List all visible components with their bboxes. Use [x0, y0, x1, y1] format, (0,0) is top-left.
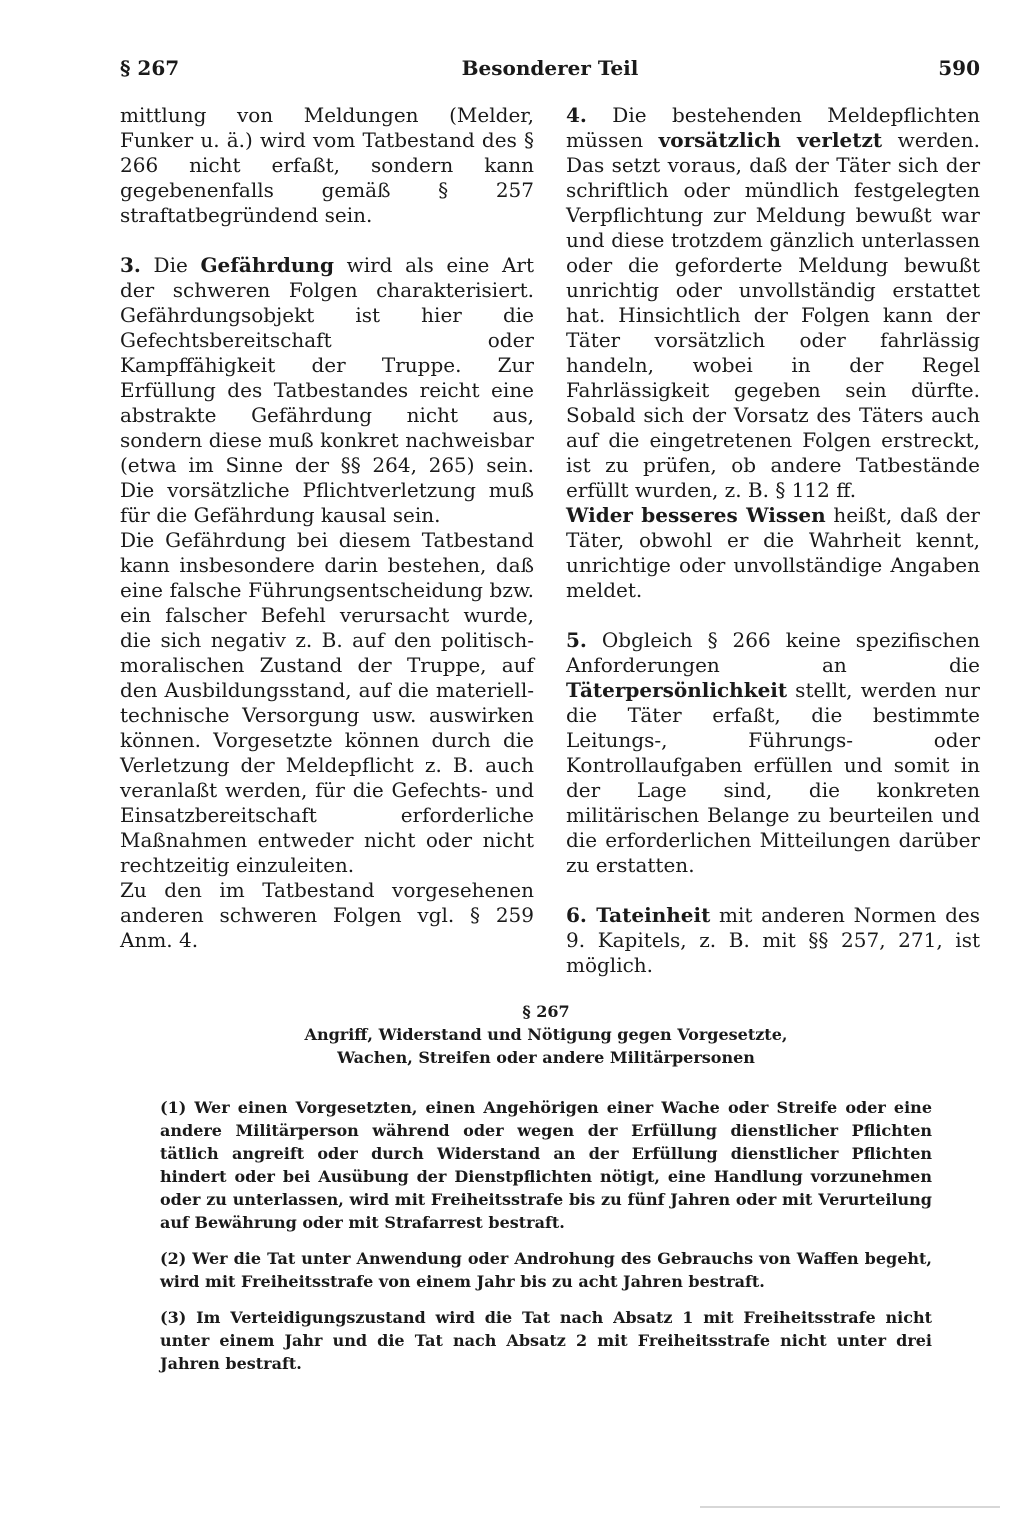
paragraph-6: [566, 903, 980, 978]
paragraph-3c: Zu den im Tatbestand vorgesehenen anderen schweren Folgen vgl. § 259 Anm. 4.: [120, 878, 534, 952]
paragraph-text: heißt, daß der Täter, obwohl er die Wahrheit kennt, unrichtige oder unvollständige Angaben meldet.: [566, 503, 980, 602]
paragraph-number: 3.: [120, 253, 141, 277]
paragraph-text: Die: [140, 253, 201, 277]
left-column: [120, 103, 534, 953]
paragraph-text: wird als eine Art der schweren Folgen charakterisiert. Gefährdungsobjekt ist hier die Gefechtsbereitschaft oder Kampffähigkeit der Truppe. Zur Erfüllung des Tatbestandes reicht eine abstrakte Gefährdung nicht aus, sondern diese muß konkret nachweisbar (etwa im Sinne der §§ 264, 265) sein. Die vorsätzliche Pflichtverletzung muß für die Gefährdung kausal sein.: [120, 253, 534, 527]
paragraph-number: 5.: [566, 628, 587, 652]
paragraph-4: [566, 103, 980, 503]
paragraph-4b: [566, 503, 980, 603]
paragraph-text: stellt, werden nur die Täter erfaßt, die bestimmte Leitungs-, Führungs- oder Kontrollaufgaben erfüllen und somit in der Lage sind, die konkreten militärischen Belange zu beurteilen und die erforderlichen Mitteilungen darüber zu erstatten.: [566, 678, 980, 877]
page-number: 590: [938, 56, 980, 80]
statute-paragraph-2: (2) Wer die Tat unter Anwendung oder Androhung des Gebrauchs von Waffen begeht, wird mit Freiheitsstrafe von einem Jahr bis zu acht Jahren bestraft.: [160, 1249, 932, 1291]
paragraph-text: werden. Das setzt voraus, daß der Täter sich der schriftlich oder mündlich festgelegten Verpflichtung zur Meldung bewußt war und diese trotzdem gänzlich unterlassen oder die geforderte Meldung bewußt unrichtig oder unvollständig erstattet hat. Hinsichtlich der Folgen kann der Täter vorsätzlich oder fahrlässig handeln, wobei in der Regel Fahrlässigkeit gegeben sein dürfte. Sobald sich der Vorsatz des Täters auch auf die eingetretenen Folgen erstreckt, ist zu prüfen, ob andere Tatbestände erfüllt wurden, z. B. § 112 ff.: [566, 128, 980, 502]
paragraph-number: 4.: [566, 103, 587, 127]
running-header: [120, 56, 980, 86]
emphasis-term: Tateinheit: [586, 903, 711, 927]
scan-noise: [700, 1506, 1000, 1508]
statute-paragraph-1: (1) Wer einen Vorgesetzten, einen Angehörigen einer Wache oder Streife oder eine andere Militärperson während oder wegen der Erfüllung dienstlicher Pflichten tätlich angreift oder durch Widerstand an der Erfüllung dienstlicher Pflichten hindert oder bei Ausübung der Dienstpflichten nötigt, eine Handlung vorzunehmen oder zu unterlassen, wird mit Freiheitsstrafe bis zu fünf Jahren oder mit Verurteilung auf Bewährung oder mit Strafarrest bestraft.: [160, 1098, 932, 1232]
emphasis-term: Gefährdung: [200, 253, 334, 277]
paragraph-3b: Die Gefährdung bei diesem Tatbestand kann insbesondere darin bestehen, daß eine falsche Führungsentscheidung bzw. ein falscher Befehl verursacht wurde, die sich negativ z. B. auf den politisch-moralischen Zustand der Truppe, auf den Ausbildungsstand, auf die materiell-technische Versorgung usw. auswirken können. Vorgesetzte können durch die Verletzung der Meldepflicht z. B. auch veranlaßt werden, für die Gefechts- und Einsatzbereitschaft erforderliche Maßnahmen entweder nicht oder nicht rechtzeitig einzuleiten.: [120, 528, 534, 877]
statute-267: [160, 1000, 932, 1375]
emphasis-term: Wider besseres Wissen: [566, 503, 826, 527]
right-column: [566, 103, 980, 978]
paragraph-number: 6.: [566, 903, 587, 927]
paragraph-continuation: mittlung von Meldungen (Melder, Funker u. ä.) wird vom Tatbestand des § 266 nicht erfaßt, sondern kann gegebenenfalls gemäß § 257 straftatbegründend sein.: [120, 103, 534, 227]
header-section: § 267: [120, 56, 180, 80]
emphasis-term: Täterpersönlichkeit: [566, 678, 788, 702]
header-title: Besonderer Teil: [461, 56, 639, 80]
paragraph-text: Obgleich § 266 keine spezifischen Anforderungen an die: [566, 628, 980, 677]
statute-number: § 267: [522, 1002, 570, 1021]
statute-title-line-1: Angriff, Widerstand und Nötigung gegen Vorgesetzte,: [304, 1025, 788, 1044]
statute-title-line-2: Wachen, Streifen oder andere Militärpersonen: [337, 1048, 755, 1067]
emphasis-term: vorsätzlich verletzt: [658, 128, 883, 152]
paragraph-text: mit anderen Normen des 9. Kapitels, z. B. mit §§ 257, 271, ist möglich.: [566, 903, 981, 977]
statute-paragraph-3: (3) Im Verteidigungszustand wird die Tat nach Absatz 1 mit Freiheitsstrafe nicht unter einem Jahr und die Tat nach Absatz 2 mit Freiheitsstrafe nicht unter drei Jahren bestraft.: [160, 1308, 932, 1373]
paragraph-text: Die bestehenden Meldepflichten müssen: [566, 103, 980, 152]
paragraph-3: [120, 253, 534, 528]
paragraph-5: [566, 628, 980, 878]
